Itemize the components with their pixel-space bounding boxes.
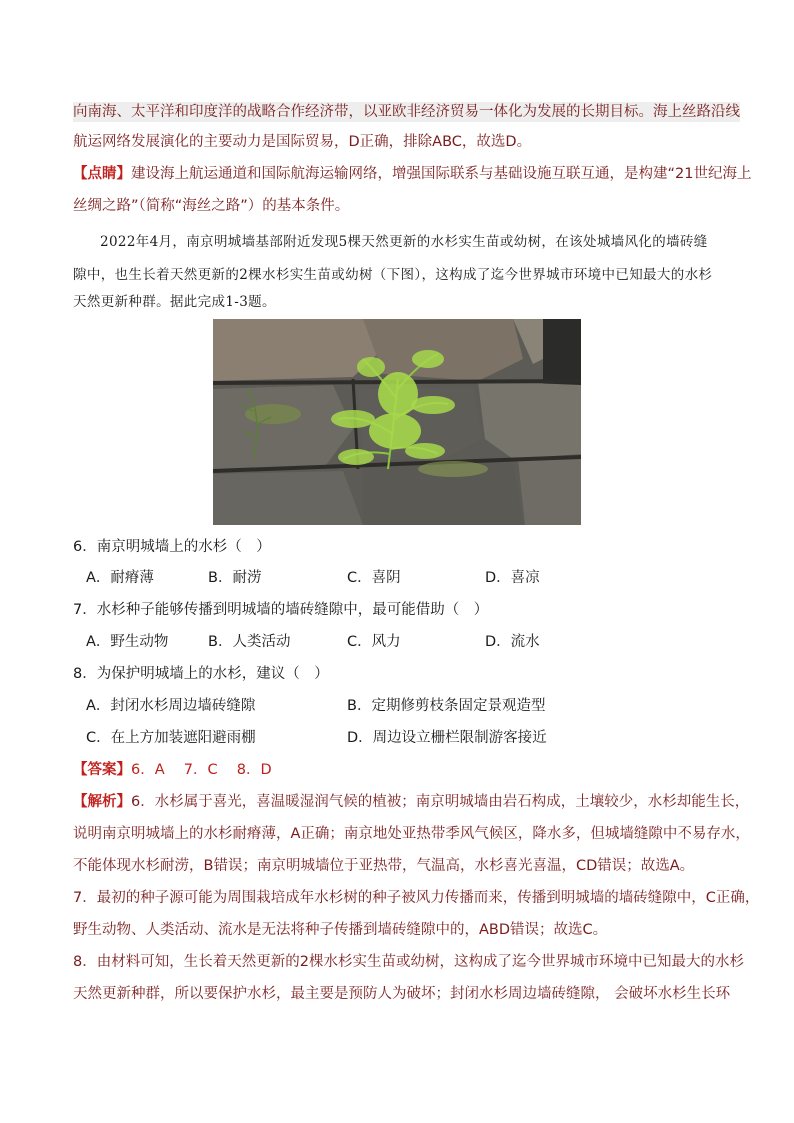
question-8-option-b: B．定期修剪枝条固定景观造型 [347,698,546,714]
question-7-stem: 7．水杉种子能够传播到明城墙的墙砖缝隙中，最可能借助（ ） [73,602,489,618]
question-8-option-c: C．在上方加装遮阳避雨棚 [86,730,256,746]
question-7-option-b: B．人类活动 [208,634,291,650]
intro-line-1: 向南海、太平洋和印度洋的战略合作经济带，以亚欧非经济贸易一体化为发展的长期目标。海上丝路沿线 [73,104,740,120]
analysis-line-1 [73,792,749,812]
question-6-option-d: D．喜凉 [485,570,540,586]
question-6-option-b: B．耐涝 [208,570,262,586]
dianjing-text-1: 建设海上航运通道和国际航海运输网络，增强国际联系与基础设施互联互通，是构建“21世纪海上 [131,166,752,182]
photo-illustration [213,319,581,525]
question-7-option-a: A．野生动物 [86,634,169,650]
question-6-option-c: C．喜阴 [347,570,401,586]
analysis-label: 【解析】 [73,794,131,810]
analysis-line-2: 说明南京明城墙上的水杉耐瘠薄，A正确；南京地处亚热带季风气候区，降水多，但城墙缝隙中不易存水， [73,826,750,842]
analysis-line-3: 不能体现水杉耐涝，B错误；南京明城墙位于亚热带，气温高，水杉喜光喜温，CD错误；故选A。 [73,858,695,874]
material-line-2: 隙中，也生长着天然更新的2棵水杉实生苗或幼树（下图），这构成了迄今世界城市环境中已知最大的水杉 [73,267,713,283]
dianjing-label: 【点睛】 [73,166,131,182]
dianjing-line-1 [73,164,751,184]
analysis-text-1: 6．水杉属于喜光，喜温暖湿润气候的植被；南京明城墙由岩石构成，土壤较少，水杉却能生长， [131,794,750,810]
material-line-3: 天然更新种群。据此完成1-3题。 [73,294,276,310]
question-6-option-a: A．耐瘠薄 [86,570,154,586]
answer-line [73,760,272,780]
question-7-option-c: C．风力 [347,634,401,650]
answer-text: 6．A 7．C 8．D [131,762,272,778]
question-6-stem: 6．南京明城墙上的水杉（ ） [73,539,271,555]
question-7-option-d: D．流水 [485,634,540,650]
dianjing-line-2: 丝绸之路”（简称“海丝之路”）的基本条件。 [73,198,350,214]
question-8-stem: 8．为保护明城墙上的水杉，建议（ ） [73,666,329,682]
material-line-1: 2022年4月，南京明城墙基部附近发现5棵天然更新的水杉实生苗或幼树，在该处城墙风化的墙砖缝 [100,234,708,250]
metasequoia-wall-photo [213,319,581,525]
analysis-line-4: 7．最初的种子源可能为周围栽培成年水杉树的种子被风力传播而来，传播到明城墙的墙砖缝隙中，C正确， [73,890,760,906]
question-8-option-d: D．周边设立栅栏限制游客接近 [347,730,547,746]
answer-label: 【答案】 [73,762,131,778]
question-8-option-a: A．封闭水杉周边墙砖缝隙 [86,698,256,714]
analysis-line-5: 野生动物、人类活动、流水是无法将种子传播到墙砖缝隙中的，ABD错误；故选C。 [73,922,608,938]
analysis-line-6: 8．由材料可知，生长着天然更新的2棵水杉实生苗或幼树，这构成了迄今世界城市环境中已知最大的水杉 [73,954,744,970]
analysis-line-7: 天然更新种群，所以要保护水杉，最主要是预防人为破坏；封闭水杉周边墙砖缝隙， 会破坏水杉生长环 [73,986,731,1002]
intro-line-2: 航运网络发展演化的主要动力是国际贸易，D正确，排除ABC，故选D。 [73,134,532,150]
